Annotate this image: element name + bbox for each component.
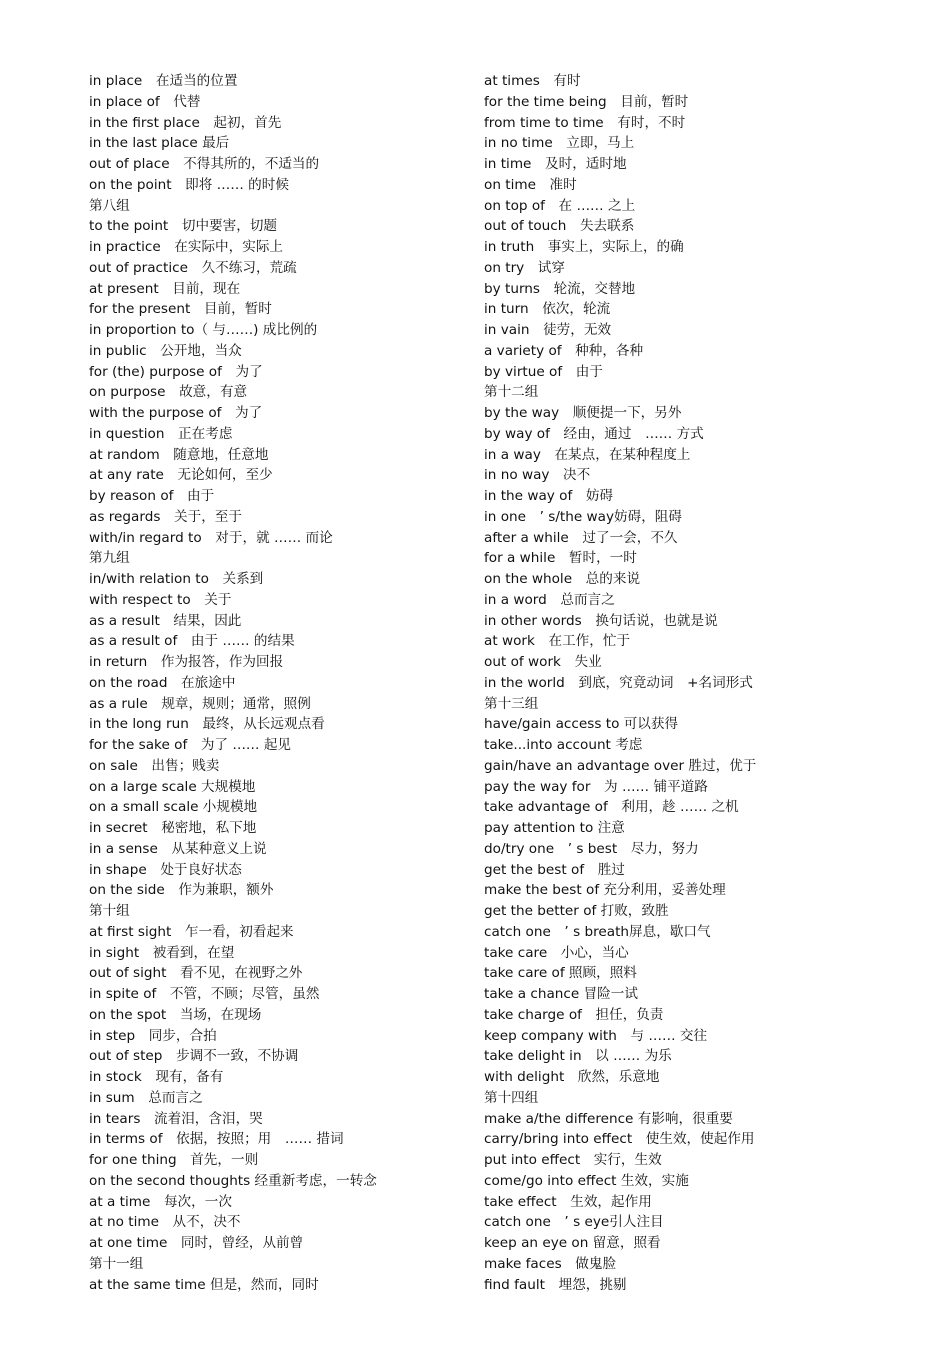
phrase-entry: in spite of 不管，不顾；尽管，虽然 (89, 986, 320, 1002)
group-heading: 第十组 (89, 903, 130, 919)
phrase-entry: at first sight 乍一看，初看起来 (89, 923, 294, 940)
phrase-entry: make a/the difference 有影响，很重要 (484, 1110, 733, 1127)
phrase-entry: on the point 即将 …… 的时候 (89, 176, 289, 193)
phrase-entry: in terms of 依据，按照；用 …… 措词 (89, 1131, 344, 1148)
phrase-entry: for the present 目前，暂时 (89, 301, 272, 318)
phrase-entry: in time 及时，适时地 (484, 156, 627, 172)
phrase-entry: in public 公开地，当众 (89, 342, 242, 359)
phrase-entry: on the side 作为兼职，额外 (89, 882, 274, 899)
phrase-entry: with/in regard to 对于，就 …… 而论 (89, 529, 333, 546)
group-heading: 第十四组 (484, 1089, 539, 1106)
phrase-entry: come/go into effect 生效，实施 (484, 1172, 689, 1189)
phrase-entry: catch one ’ s breath屏息，歇口气 (484, 923, 711, 940)
phrase-entry: on top of 在 …… 之上 (484, 197, 636, 214)
phrase-entry: for the sake of 为了 …… 起见 (89, 737, 292, 753)
phrase-entry: put into effect 实行，生效 (484, 1152, 662, 1168)
left-column (89, 71, 459, 1295)
phrase-entry: in sum 总而言之 (89, 1089, 203, 1106)
phrase-entry: in a sense 从某种意义上说 (89, 840, 267, 857)
group-heading: 第十三组 (484, 695, 539, 712)
phrase-entry: make the best of 充分利用，妥善处理 (484, 882, 726, 899)
phrase-entry: after a while 过了一会，不久 (484, 529, 678, 546)
phrase-entry: keep an eye on 留意，照看 (484, 1235, 661, 1251)
phrase-entry: to the point 切中要害，切题 (89, 218, 278, 235)
phrase-entry: in/with relation to 关系到 (89, 571, 264, 587)
phrase-entry: out of place 不得其所的，不适当的 (89, 156, 320, 172)
phrase-entry: a variety of 种种，各种 (484, 342, 644, 359)
phrase-entry: by reason of 由于 (89, 488, 215, 504)
group-heading: 第十二组 (484, 384, 539, 401)
phrase-entry: out of practice 久不练习，荒疏 (89, 259, 297, 276)
phrase-entry: at times 有时 (484, 73, 581, 89)
phrase-entry: have/gain access to 可以获得 (484, 716, 679, 733)
phrase-entry: for the time being 目前，暂时 (484, 93, 689, 110)
phrase-entry: in secret 秘密地，私下地 (89, 820, 257, 836)
phrase-entry: in a way 在某点，在某种程度上 (484, 446, 691, 463)
phrase-entry: by the way 顺便提一下，另外 (484, 405, 682, 421)
phrase-entry: in a word 总而言之 (484, 591, 615, 608)
phrase-entry: out of step 步调不一致，不协调 (89, 1048, 299, 1065)
phrase-entry: pay the way for 为 …… 铺平道路 (484, 778, 708, 795)
phrase-entry: gain/have an advantage over 胜过，优于 (484, 757, 757, 774)
phrase-entry: pay attention to 注意 (484, 820, 625, 836)
phrase-entry: take charge of 担任，负责 (484, 1006, 664, 1023)
phrase-entry: at no time 从不，决不 (89, 1214, 241, 1231)
phrase-entry: in the long run 最终，从长远观点看 (89, 716, 325, 733)
group-heading: 第九组 (89, 550, 130, 567)
phrase-entry: by virtue of 由于 (484, 363, 603, 380)
group-heading: 第十一组 (89, 1255, 144, 1272)
phrase-entry: at any rate 无论如何，至少 (89, 467, 273, 484)
phrase-entry: in no time 立即，马上 (484, 135, 635, 152)
phrase-entry: in the world 到底，究竟动词 +名词形式 (484, 674, 753, 691)
phrase-entry: as a result 结果，因此 (89, 612, 242, 629)
phrase-entry: in shape 处于良好状态 (89, 861, 242, 878)
phrase-entry: in return 作为报答，作为回报 (89, 654, 284, 670)
phrase-entry: take care of 照顾，照料 (484, 965, 637, 982)
phrase-entry: carry/bring into effect 使生效，使起作用 (484, 1131, 755, 1148)
phrase-entry: in practice 在实际中，实际上 (89, 239, 284, 255)
phrase-entry: in turn 依次，轮流 (484, 301, 611, 318)
phrase-entry: on time 准时 (484, 176, 577, 193)
phrase-entry: with the purpose of 为了 (89, 405, 263, 421)
phrase-entry: as a rule 规章，规则；通常，照例 (89, 695, 311, 712)
phrase-entry: in step 同步，合拍 (89, 1027, 217, 1044)
phrase-entry: as a result of 由于 …… 的结果 (89, 633, 295, 650)
phrase-entry: at random 随意地，任意地 (89, 446, 269, 463)
phrase-entry: take care 小心，当心 (484, 944, 629, 961)
phrase-entry: on try 试穿 (484, 259, 565, 276)
group-heading: 第八组 (89, 197, 130, 214)
phrase-entry: find fault 埋怨，挑剔 (484, 1276, 627, 1293)
phrase-entry: in sight 被看到，在望 (89, 944, 235, 961)
phrase-entry: from time to time 有时，不时 (484, 114, 686, 131)
phrase-entry: by turns 轮流，交替地 (484, 280, 636, 297)
phrase-entry: in one ’ s/the way妨碍，阻碍 (484, 508, 682, 525)
phrase-entry: on the road 在旅途中 (89, 674, 236, 691)
phrase-entry: by way of 经由，通过 …… 方式 (484, 425, 704, 442)
phrase-entry: in no way 决不 (484, 467, 591, 484)
phrase-entry: on a small scale 小规模地 (89, 799, 258, 816)
phrase-entry: in vain 徒劳，无效 (484, 322, 612, 338)
phrase-entry: in truth 事实上，实际上，的确 (484, 239, 684, 255)
phrase-entry: at the same time 但是，然而，同时 (89, 1276, 319, 1293)
phrase-entry: at a time 每次，一次 (89, 1193, 232, 1210)
right-column (484, 71, 924, 1295)
phrase-entry: get the better of 打败，致胜 (484, 903, 669, 919)
phrase-entry: get the best of 胜过 (484, 861, 625, 878)
phrase-entry: on a large scale 大规模地 (89, 778, 256, 795)
phrase-entry: take a chance 冒险一试 (484, 986, 638, 1002)
phrase-entry: on the whole 总的来说 (484, 571, 641, 587)
phrase-entry: in proportion to（ 与……) 成比例的 (89, 322, 318, 338)
phrase-entry: take effect 生效，起作用 (484, 1193, 652, 1210)
phrase-entry: catch one ’ s eye引人注目 (484, 1214, 664, 1231)
phrase-entry: take...into account 考虑 (484, 737, 643, 753)
phrase-entry: in the last place 最后 (89, 135, 230, 152)
phrase-entry: take delight in 以 …… 为乐 (484, 1048, 672, 1065)
phrase-entry: on purpose 故意，有意 (89, 384, 248, 401)
phrase-entry: in stock 现有，备有 (89, 1069, 224, 1085)
phrase-entry: for one thing 首先，一则 (89, 1152, 259, 1168)
phrase-entry: take advantage of 利用，趁 …… 之机 (484, 799, 739, 816)
phrase-entry: in place of 代替 (89, 93, 201, 110)
phrase-entry: out of sight 看不见，在视野之外 (89, 965, 303, 982)
phrase-entry: in tears 流着泪，含泪，哭 (89, 1110, 263, 1127)
phrase-entry: as regards 关于，至于 (89, 508, 242, 525)
phrase-entry: for (the) purpose of 为了 (89, 363, 263, 380)
phrase-entry: at work 在工作，忙于 (484, 633, 631, 650)
phrase-entry: at one time 同时，曾经，从前曾 (89, 1235, 304, 1251)
phrase-entry: for a while 暂时，一时 (484, 550, 637, 567)
phrase-entry: in the way of 妨碍 (484, 488, 614, 504)
phrase-entry: in place 在适当的位置 (89, 73, 238, 89)
phrase-entry: out of work 失业 (484, 654, 602, 670)
phrase-entry: with respect to 关于 (89, 591, 232, 608)
phrase-entry: on the spot 当场，在现场 (89, 1006, 262, 1023)
phrase-entry: keep company with 与 …… 交往 (484, 1027, 708, 1044)
phrase-entry: with delight 欣然，乐意地 (484, 1069, 660, 1085)
phrase-entry: in question 正在考虑 (89, 425, 233, 442)
phrase-entry: in other words 换句话说，也就是说 (484, 612, 718, 629)
phrase-entry: out of touch 失去联系 (484, 218, 635, 235)
phrase-entry: make faces 做鬼脸 (484, 1255, 617, 1272)
phrase-entry: at present 目前，现在 (89, 280, 241, 297)
phrase-entry: in the first place 起初，首先 (89, 114, 282, 131)
phrase-entry: on the second thoughts 经重新考虑，一转念 (89, 1172, 377, 1189)
phrase-entry: on sale 出售；贱卖 (89, 757, 220, 774)
phrase-entry: do/try one ’ s best 尽力，努力 (484, 840, 699, 857)
